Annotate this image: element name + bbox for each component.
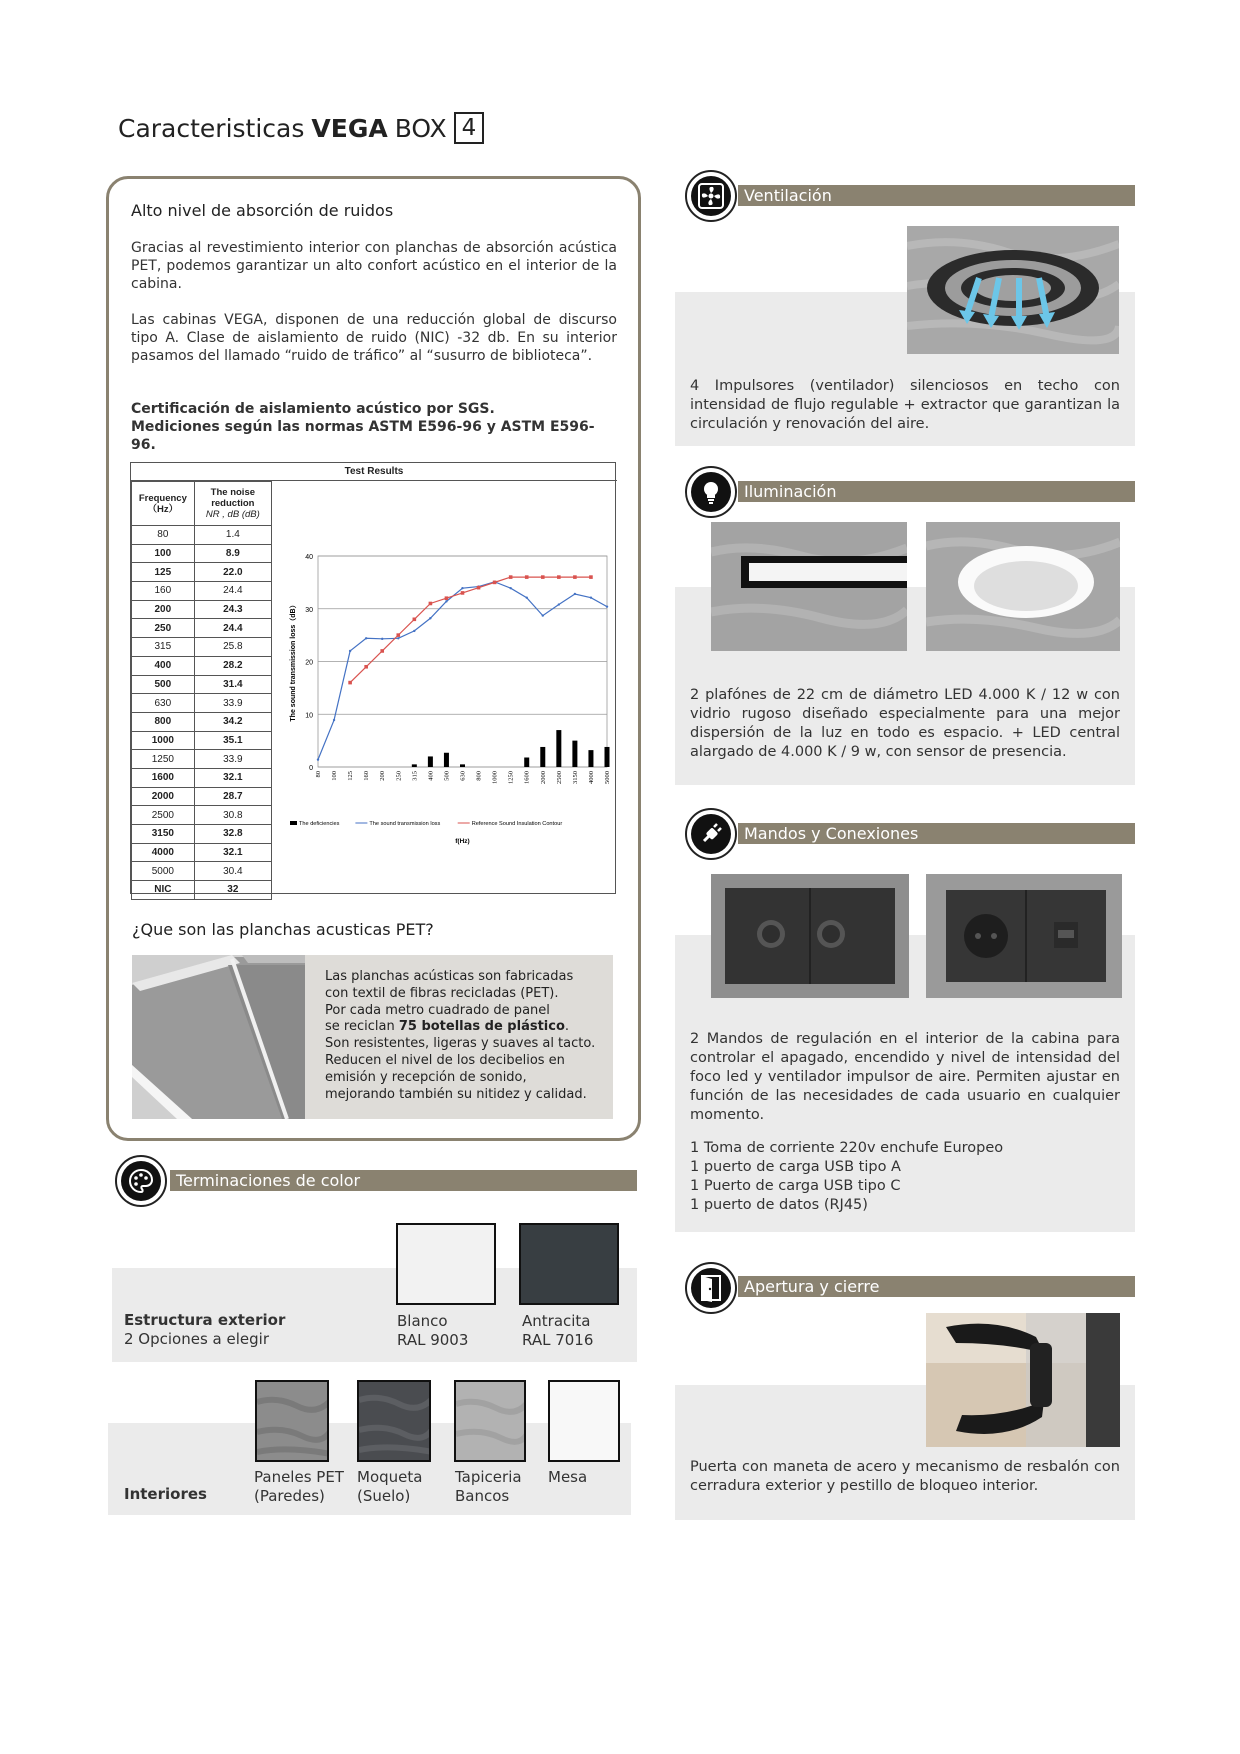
tapiceria-label-1: Tapiceria (455, 1468, 522, 1486)
table-row (132, 694, 272, 713)
swatch-blanco[interactable] (396, 1223, 496, 1305)
series-marker (461, 587, 463, 589)
reduction-cell: 24.3 (194, 600, 271, 619)
certification-line-1: Certificación de aislamiento acústico por SGS. (131, 401, 495, 417)
table-row (132, 563, 272, 582)
pet-description (325, 969, 605, 1103)
frequency-cell: 800 (132, 712, 195, 731)
pet-line-4-c: . (564, 1019, 570, 1035)
frequency-cell: 1600 (132, 768, 195, 787)
door-handle-photo (926, 1313, 1120, 1447)
reduction-cell: 8.9 (194, 544, 271, 563)
frequency-cell: NIC (132, 881, 195, 900)
series-marker (606, 605, 608, 607)
frequency-cell: 2500 (132, 806, 195, 825)
deficiency-bar (540, 747, 545, 767)
apertura-text: Puerta con maneta de acero y mecanismo de resbalón con cerradura exterior y pestillo de bloqueo interior. (690, 1459, 1120, 1494)
frequency-cell: 100 (132, 544, 195, 563)
series-marker (396, 633, 400, 637)
series-marker (509, 575, 513, 579)
table-row (132, 582, 272, 601)
series-marker (413, 630, 415, 632)
series-marker (365, 637, 367, 639)
series-marker (526, 596, 528, 598)
test-results-figure (130, 462, 616, 894)
series-marker (574, 593, 576, 595)
series-marker (380, 649, 384, 653)
frequency-cell: 160 (132, 582, 195, 601)
x-tick-label: 80 (315, 771, 322, 778)
table-row (132, 750, 272, 769)
frequency-cell: 1250 (132, 750, 195, 769)
reduction-cell: 33.9 (194, 694, 271, 713)
series-marker (381, 638, 383, 640)
ventilation-photo (907, 226, 1119, 354)
tapiceria-label-2: Bancos (455, 1487, 510, 1505)
series-marker (542, 614, 544, 616)
table-row (132, 881, 272, 900)
frequency-cell: 2000 (132, 787, 195, 806)
table-row (132, 675, 272, 694)
frequency-header: Frequency （Hz） (132, 482, 195, 526)
series-marker (558, 603, 560, 605)
iluminacion-text: 2 plafónes de 22 cm de diámetro LED 4.000 K / 12 w con vidrio rugoso diseñado especialmente para una mejor dispersión de la luz en todo es espacio. + LED central alargado de 4.000 K / 9 w, con sensor de presencia. (690, 687, 1120, 760)
y-tick-label: 20 (305, 659, 313, 667)
led-strip-photo (711, 522, 907, 651)
swatch-blanco-code: RAL 9003 (397, 1331, 469, 1349)
series-marker (397, 637, 399, 639)
dimmer-controls-photo (711, 874, 909, 998)
connection-item-usb-a: 1 puerto de carga USB tipo A (690, 1159, 901, 1175)
series-marker (349, 650, 351, 652)
moqueta-label-2: (Suelo) (357, 1487, 411, 1505)
test-results-table (131, 481, 272, 900)
moqueta-label-1: Moqueta (357, 1468, 423, 1486)
paneles-label-1: Paneles PET (254, 1468, 344, 1486)
x-tick-label: 400 (427, 771, 435, 781)
title-number: 4 (454, 112, 485, 144)
series-marker (541, 575, 545, 579)
pet-line-5: Son resistentes, ligeras y suaves al tacto. (325, 1036, 596, 1052)
certification-line-2: Mediciones según las normas ASTM E596-96 y ASTM E596-96. (131, 419, 595, 453)
frequency-cell: 630 (132, 694, 195, 713)
door-icon (685, 1262, 737, 1314)
series-marker (477, 586, 481, 590)
swatch-antracita-name: Antracita (522, 1312, 591, 1330)
series-marker (364, 665, 368, 669)
pet-line-6: Reducen el nivel de los decibelios en (325, 1052, 565, 1068)
x-tick-label: 100 (331, 771, 339, 781)
x-tick-label: 125 (347, 771, 355, 781)
reduction-cell: 28.7 (194, 787, 271, 806)
x-tick-label: 3150 (571, 771, 579, 784)
x-tick-label: 5000 (604, 771, 611, 784)
pet-info-panel (132, 955, 613, 1119)
title-prefix: Caracteristicas (118, 113, 305, 143)
iluminacion-header: Iluminación (738, 481, 1135, 502)
table-row (132, 600, 272, 619)
mesa-label: Mesa (548, 1468, 588, 1486)
test-results-title: Test Results (131, 463, 617, 481)
frequency-cell: 5000 (132, 862, 195, 881)
reduction-cell: 22.0 (194, 563, 271, 582)
table-row (132, 656, 272, 675)
x-tick-label: 250 (395, 771, 403, 781)
pet-line-3: Por cada metro cuadrado de panel (325, 1002, 550, 1018)
connection-item-usb-c: 1 Puerto de carga USB tipo C (690, 1178, 901, 1194)
frequency-cell: 400 (132, 656, 195, 675)
x-tick-label: 1600 (523, 771, 531, 784)
reduction-cell: 24.4 (194, 582, 271, 601)
connection-item-rj45: 1 puerto de datos (RJ45) (690, 1197, 868, 1213)
table-row (132, 806, 272, 825)
title-model: BOX (394, 113, 447, 143)
swatch-antracita[interactable] (519, 1223, 619, 1305)
legend-label: The deficiencies (299, 821, 340, 827)
transmission-loss-chart (272, 481, 616, 893)
pet-line-4-a: se reciclan (325, 1019, 399, 1035)
reduction-cell: 35.1 (194, 731, 271, 750)
mandos-text: 2 Mandos de regulación en el interior de la cabina para controlar el apagado, encendido y nivel de intensidad del foco led y ventilador impulsor de aire. Permiten ajustar en función de las necesidades de cada usuario en cualquier momento. (690, 1031, 1120, 1123)
reduction-cell: 1.4 (194, 526, 271, 545)
frequency-cell: 3150 (132, 825, 195, 844)
noise-reduction-header (194, 482, 271, 526)
series-marker (348, 681, 352, 685)
series-marker (429, 602, 433, 606)
fan-icon (685, 170, 737, 222)
swatch-moqueta[interactable] (357, 1380, 431, 1462)
series-marker (557, 575, 561, 579)
acoustic-paragraph-1: Gracias al revestimiento interior con planchas de absorción acústica PET, podemos garantizar un alto confort acústico en el interior de la cabina. (131, 240, 617, 292)
series-marker (461, 591, 465, 595)
table-row (132, 862, 272, 881)
frequency-cell: 315 (132, 638, 195, 657)
x-tick-label: 1250 (507, 771, 515, 784)
color-section-header: Terminaciones de color (170, 1170, 637, 1191)
reduction-cell: 32.1 (194, 768, 271, 787)
legend-label: Reference Sound Insulation Contour (471, 821, 563, 827)
table-row (132, 843, 272, 862)
deficiency-bar (428, 756, 433, 767)
socket-usb-photo (926, 874, 1122, 998)
pet-line-7: emisión y recepción de sonido, (325, 1069, 527, 1085)
table-row (132, 825, 272, 844)
paneles-label-2: (Paredes) (254, 1487, 325, 1505)
page-title (118, 112, 484, 144)
deficiency-bar (556, 730, 561, 767)
table-row (132, 526, 272, 545)
legend-label: The sound transmission loss (369, 821, 441, 827)
acoustic-paragraph-2: Las cabinas VEGA, disponen de una reducción global de discurso tipo A. Clase de aislamiento de ruido (NIC) -32 db. En su interior pasamos del llamado “ruido de tráfico” al “susurro de biblioteca”. (131, 312, 617, 364)
estructura-label: Estructura exterior (124, 1311, 286, 1329)
x-tick-label: 500 (443, 771, 451, 781)
acoustic-heading: Alto nivel de absorción de ruidos (131, 201, 394, 220)
pet-line-8: mejorando también su nitidez y calidad. (325, 1086, 587, 1102)
reduction-cell: 28.2 (194, 656, 271, 675)
x-tick-label: 2000 (539, 771, 547, 784)
swatch-tapiceria[interactable] (454, 1380, 526, 1462)
pet-bottles-count: 75 botellas de plástico (398, 1019, 565, 1035)
table-row (132, 712, 272, 731)
x-tick-label: 4000 (587, 771, 595, 784)
series-marker (445, 596, 449, 600)
series-marker (573, 575, 577, 579)
pet-line-2: con textil de fibras recicladas (PET). (325, 985, 559, 1001)
swatch-mesa[interactable] (548, 1380, 620, 1462)
x-tick-label: 200 (379, 771, 387, 781)
swatch-paneles-pet[interactable] (255, 1380, 329, 1462)
estructura-subtitle: 2 Opciones a elegir (124, 1330, 269, 1348)
apertura-header: Apertura y cierre (738, 1276, 1135, 1297)
frequency-cell: 4000 (132, 843, 195, 862)
ventilacion-text: 4 Impulsores (ventilador) silenciosos en techo con intensidad de flujo regulable + extractor que garantizan la circulación y renovación del aire. (690, 378, 1120, 432)
x-tick-label: 800 (475, 771, 483, 781)
mandos-connections-list (690, 1139, 1003, 1215)
reduction-cell: 32 (194, 881, 271, 900)
noise-reduction-header-line-2: NR , dB (dB) (205, 509, 260, 520)
pet-line-4 (325, 1019, 605, 1036)
y-tick-label: 0 (309, 765, 313, 772)
y-axis-label: The sound transmission loss（dB） (290, 601, 297, 722)
pet-panels-photo (132, 955, 305, 1119)
frequency-cell: 200 (132, 600, 195, 619)
reduction-cell: 33.9 (194, 750, 271, 769)
reduction-cell: 30.8 (194, 806, 271, 825)
reduction-cell: 31.4 (194, 675, 271, 694)
test-results-rows (132, 526, 272, 900)
frequency-cell: 125 (132, 563, 195, 582)
table-row (132, 544, 272, 563)
x-tick-label: 315 (411, 771, 419, 781)
y-tick-label: 30 (305, 606, 313, 614)
series-marker (333, 719, 335, 721)
deficiency-bar (444, 753, 449, 767)
plug-icon (685, 808, 737, 860)
reduction-cell: 32.8 (194, 825, 271, 844)
legend-swatch (290, 821, 297, 825)
reduction-cell: 32.1 (194, 843, 271, 862)
x-tick-label: 160 (363, 771, 371, 781)
deficiency-bar (460, 764, 465, 767)
noise-reduction-header-line-1: The noise reduction (210, 487, 256, 509)
y-tick-label: 10 (305, 712, 313, 720)
pet-heading: ¿Que son las planchas acusticas PET? (132, 920, 434, 939)
frequency-cell: 80 (132, 526, 195, 545)
interiores-label: Interiores (124, 1485, 207, 1503)
reduction-cell: 25.8 (194, 638, 271, 657)
series-marker (413, 618, 417, 622)
series-marker (429, 617, 431, 619)
palette-icon (115, 1155, 167, 1207)
connection-item-socket: 1 Toma de corriente 220v enchufe Europeo (690, 1140, 1004, 1156)
deficiency-bar (588, 750, 593, 767)
x-tick-label: 1000 (491, 771, 499, 784)
frequency-cell: 500 (132, 675, 195, 694)
ventilacion-header: Ventilación (738, 185, 1135, 206)
series-marker (590, 596, 592, 598)
table-row (132, 619, 272, 638)
frequency-cell: 250 (132, 619, 195, 638)
deficiency-bar (572, 741, 577, 767)
pet-line-1: Las planchas acústicas son fabricadas (325, 969, 574, 984)
frequency-cell: 1000 (132, 731, 195, 750)
table-row (132, 768, 272, 787)
series-marker (317, 758, 319, 760)
title-brand: VEGA (311, 113, 388, 143)
x-tick-label: 2500 (555, 771, 563, 784)
series-marker (589, 575, 593, 579)
deficiency-bar (524, 758, 529, 767)
lightbulb-icon (685, 466, 737, 518)
y-tick-label: 40 (305, 554, 313, 561)
x-tick-label: 630 (459, 771, 467, 781)
table-row (132, 787, 272, 806)
table-row (132, 731, 272, 750)
series-marker (445, 600, 447, 602)
reduction-cell: 24.4 (194, 619, 271, 638)
mandos-header: Mandos y Conexiones (738, 823, 1135, 844)
table-row (132, 638, 272, 657)
swatch-blanco-name: Blanco (397, 1312, 448, 1330)
deficiency-bar (412, 764, 417, 767)
ceiling-light-photo (926, 522, 1120, 651)
deficiency-bar (605, 747, 610, 767)
series-marker (493, 581, 497, 585)
reduction-cell: 34.2 (194, 712, 271, 731)
reduction-cell: 30.4 (194, 862, 271, 881)
swatch-antracita-code: RAL 7016 (522, 1331, 594, 1349)
x-axis-label: f(Hz) (455, 838, 470, 845)
series-marker (525, 575, 529, 579)
series-marker (509, 587, 511, 589)
